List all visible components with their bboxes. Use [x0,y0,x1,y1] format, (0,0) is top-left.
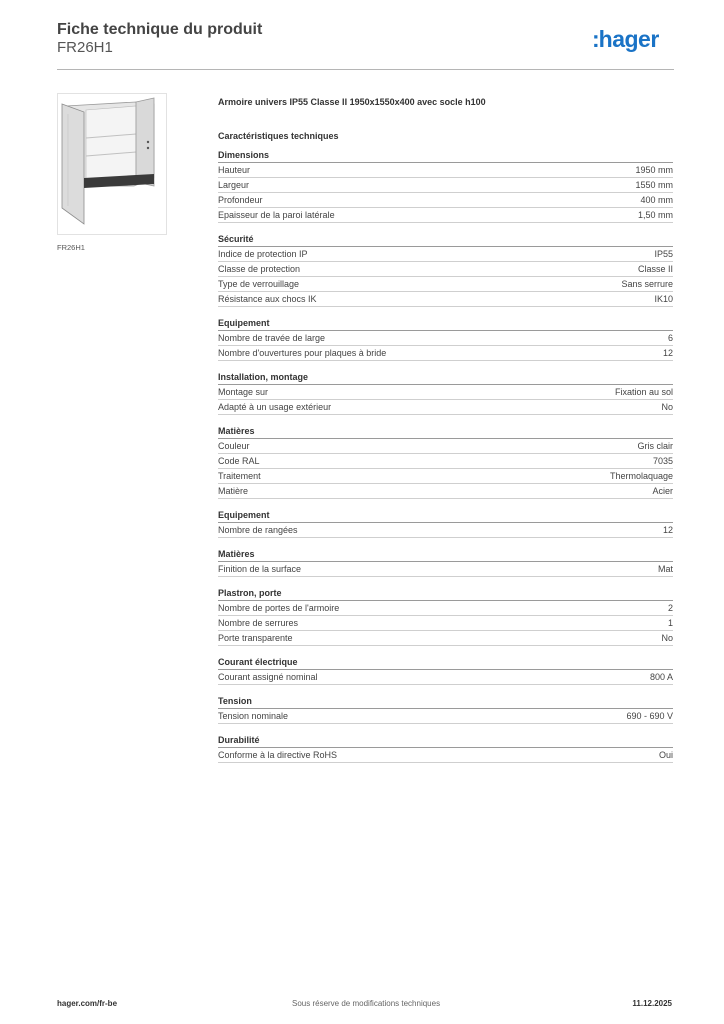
spec-label: Profondeur [218,195,263,205]
spec-value: 800 A [649,672,673,682]
spec-label: Nombre de serrures [218,618,299,628]
spec-section [218,509,673,538]
spec-section [218,149,673,223]
section-title: Tension [218,695,673,709]
spec-value: No [661,402,673,412]
spec-label: Indice de protection IP [218,249,308,259]
spec-label: Conforme à la directive RoHS [218,750,338,760]
spec-value: 7035 [652,456,673,466]
spec-row [218,277,673,292]
logo-text: hager [598,26,659,52]
section-title: Dimensions [218,149,673,163]
spec-label: Nombre de portes de l'armoire [218,603,340,613]
section-title: Courant électrique [218,656,673,670]
spec-label: Nombre de rangées [218,525,298,535]
image-caption: FR26H1 [57,243,85,252]
spec-value: Oui [658,750,673,760]
spec-label: Courant assigné nominal [218,672,318,682]
spec-value: Sans serrure [621,279,673,289]
spec-label: Matière [218,486,249,496]
section-title: Sécurité [218,233,673,247]
spec-value: 690 - 690 V [626,711,673,721]
spec-value: Mat [657,564,673,574]
spec-label: Hauteur [218,165,251,175]
spec-heading: Caractéristiques techniques [218,131,339,141]
spec-value: Gris clair [637,441,673,451]
product-reference: FR26H1 [57,39,113,56]
spec-row [218,178,673,193]
spec-row [218,208,673,223]
spec-section [218,371,673,415]
spec-value: Thermolaquage [609,471,673,481]
spec-row [218,748,673,763]
footer-website: hager.com/fr-be [57,999,118,1008]
spec-section [218,656,673,685]
spec-value: IP55 [654,249,673,259]
spec-value: 12 [662,525,673,535]
enclosure-cabinet-icon [58,94,166,234]
spec-label: Nombre de travée de large [218,333,326,343]
section-title: Durabilité [218,734,673,748]
spec-section [218,233,673,307]
spec-row [218,163,673,178]
spec-value: 400 mm [640,195,673,205]
spec-label: Finition de la surface [218,564,302,574]
spec-row [218,262,673,277]
spec-row [218,439,673,454]
spec-label: Porte transparente [218,633,293,643]
spec-row [218,346,673,361]
spec-row [218,562,673,577]
spec-label: Type de verrouillage [218,279,300,289]
spec-section [218,317,673,361]
spec-row [218,631,673,646]
spec-label: Traitement [218,471,261,481]
spec-value: 2 [667,603,673,613]
spec-row [218,709,673,724]
section-title: Plastron, porte [218,587,673,601]
section-title: Equipement [218,317,673,331]
spec-label: Adapté à un usage extérieur [218,402,332,412]
spec-row [218,331,673,346]
spec-row [218,469,673,484]
section-title: Matières [218,548,673,562]
spec-value: Classe II [637,264,673,274]
spec-value: 12 [662,348,673,358]
spec-label: Tension nominale [218,711,289,721]
spec-label: Nombre d'ouvertures pour plaques à bride [218,348,387,358]
spec-value: 1,50 mm [637,210,673,220]
spec-section [218,425,673,499]
spec-value: Fixation au sol [614,387,673,397]
spec-section [218,548,673,577]
spec-row [218,400,673,415]
spec-row [218,247,673,262]
spec-value: 6 [667,333,673,343]
spec-value: No [661,633,673,643]
spec-value: 1950 mm [635,165,673,175]
hager-logo [592,26,659,53]
section-title: Matières [218,425,673,439]
spec-value: 1550 mm [635,180,673,190]
spec-label: Epaisseur de la paroi latérale [218,210,335,220]
spec-row [218,193,673,208]
spec-label: Largeur [218,180,250,190]
footer-disclaimer: Sous réserve de modifications techniques [292,999,441,1008]
spec-label: Montage sur [218,387,269,397]
spec-value: Acier [652,486,673,496]
section-title: Equipement [218,509,673,523]
product-name: Armoire univers IP55 Classe II 1950x1550x400 avec socle h100 [218,97,486,107]
product-image [57,93,167,235]
spec-row [218,385,673,400]
page-title: Fiche technique du produit [57,21,263,38]
spec-section [218,695,673,724]
spec-row [218,601,673,616]
spec-section [218,734,673,763]
spec-label: Code RAL [218,456,260,466]
section-title: Installation, montage [218,371,673,385]
header-divider [57,69,674,70]
spec-sections [218,149,673,763]
spec-row [218,454,673,469]
footer-date: 11.12.2025 [632,999,672,1008]
spec-section [218,587,673,646]
spec-row [218,292,673,307]
spec-row [218,484,673,499]
spec-content [218,95,673,763]
logo-colon-mark: : [592,26,598,52]
spec-value: IK10 [654,294,673,304]
spec-row [218,616,673,631]
spec-row [218,670,673,685]
spec-label: Couleur [218,441,250,451]
spec-value: 1 [667,618,673,628]
spec-row [218,523,673,538]
spec-label: Classe de protection [218,264,301,274]
spec-label: Résistance aux chocs IK [218,294,317,304]
